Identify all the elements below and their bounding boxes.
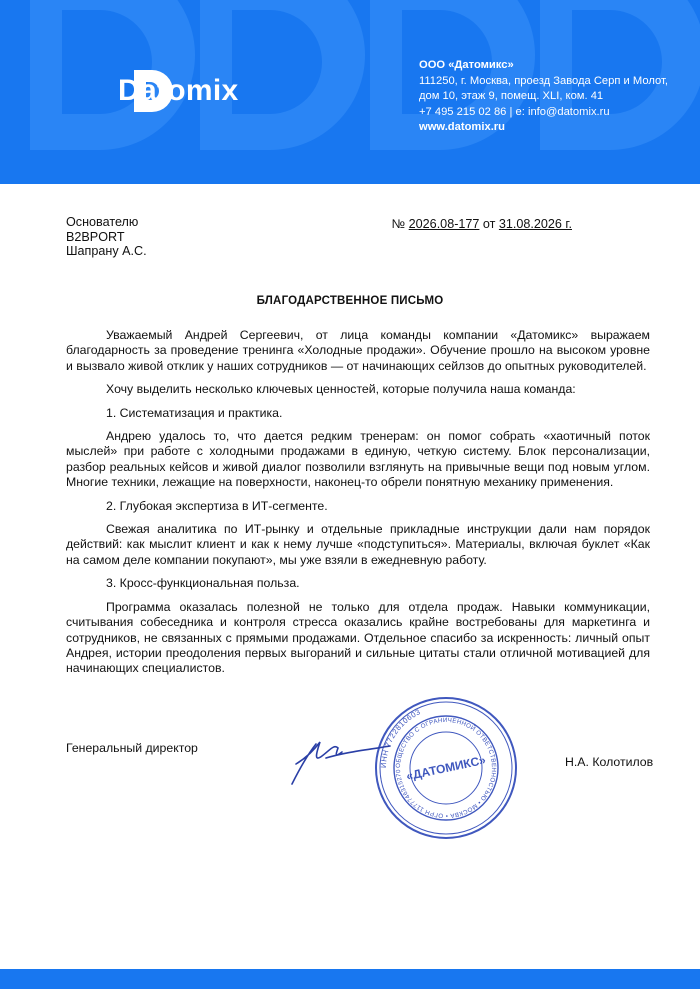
company-website-link[interactable]: www.datomix.ru: [419, 121, 505, 134]
body-paragraph-intro: Уважаемый Андрей Сергеевич, от лица команды компании «Датомикс» выражаем благодарность за проведение тренинга «Холодные продажи». Обучение прошло на высоком уровне и вызвало живой отклик у наших сотрудников — от начинающих сейлзов до опытных руководителей.: [66, 328, 650, 373]
brand-name: Datomix: [118, 74, 239, 107]
company-address-line-2: дом 10, этаж 9, помещ. XLI, ком. 41: [419, 90, 604, 103]
doc-number-prefix: №: [391, 217, 409, 231]
body-heading-1: 1. Систематизация и практика.: [106, 405, 283, 420]
letter-title: БЛАГОДАРСТВЕННОЕ ПИСЬМО: [256, 295, 444, 307]
footer-bar: [0, 969, 700, 989]
body-heading-2: 2. Глубокая экспертиза в ИТ-сегменте.: [106, 498, 328, 513]
stamp-center-text: «ДАТОМИКС»: [405, 752, 487, 784]
stamp-ring-text: ОБЩЕСТВО С ОГРАНИЧЕННОЙ ОТВЕТСТВЕННОСТЬЮ • МОСКВА • ОГРН 1177746315270: [394, 716, 498, 820]
addressee-line-2: B2BPORT: [66, 229, 125, 244]
addressee-line-1: Основателю: [66, 215, 139, 229]
letter-body: [66, 328, 650, 685]
stamp-ring-inn: ИНН 7722810603: [378, 707, 423, 769]
signatory-name: Н.А. Колотилов: [565, 755, 654, 769]
company-address-line-1: 111250, г. Москва, проезд Завода Серп и Молот,: [419, 74, 668, 87]
body-paragraph-2: Свежая аналитика по ИТ-рынку и отдельные прикладные инструкции дали нам порядок действий: как мыслит клиент и как к нему лучше «подступиться». Материалы, включая буклет «Как на самом деле компании покупают», мы уже взяли в ежедневную работу.: [66, 522, 650, 567]
body-paragraph-1: Андрею удалось то, что дается редким тренерам: он помог собрать «хаотичный поток мыслей» при работе с холодными продажами в единую, четкую систему. Блок персонализации, разбор реальных кейсов и живой диалог позволили взглянуть на привычные вещи под новым углом. Многие техники, лежащие на поверхности, наконец-то обрели понятную механику применения.: [66, 429, 650, 490]
doc-number-value: 2026.08-177: [408, 217, 480, 231]
addressee-line-3: Шапрану А.С.: [66, 244, 147, 259]
body-heading-3: 3. Кросс-функциональная польза.: [106, 576, 300, 591]
body-paragraph-3: Программа оказалась полезной не только для отдела продаж. Навыки коммуникации, считывания собеседника и контроля стресса оказались крайне востребованы для маркетинга и сотрудников, не связанных с прямыми продажами. Отдельное спасибо за искренность: личный опыт Андрея, истории преодоления первых выгораний и сильные цитаты стали отличной мотивацией для начинающих специалистов.: [66, 599, 650, 676]
letterhead-banner: [0, 0, 700, 184]
company-contacts: +7 495 215 02 86 | e: info@datomix.ru: [419, 105, 610, 118]
body-paragraph-values-intro: Хочу выделить несколько ключевых ценностей, которые получила наша команда:: [106, 382, 576, 397]
signatory-role: Генеральный директор: [66, 741, 198, 755]
doc-date-value: 31.08.2026 г.: [498, 217, 572, 231]
addressee-block: [66, 215, 147, 259]
document-number: [392, 217, 572, 231]
company-details: [419, 58, 668, 136]
director-signature: [286, 724, 396, 794]
company-name: ООО «Датомикс»: [419, 59, 514, 71]
doc-date-prefix: от: [479, 217, 499, 231]
